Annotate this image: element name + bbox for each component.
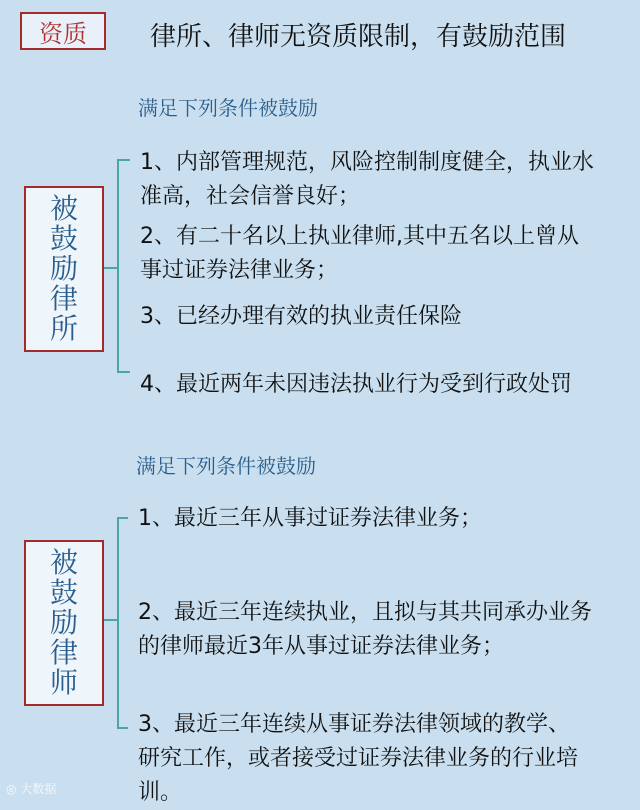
lawyers-item-3: [138, 708, 628, 810]
firms-intro: 满足下列条件被鼓励: [138, 96, 318, 120]
lawyers-item-2-line: 的律师最近3年从事过证券法律业务；: [138, 634, 504, 659]
lawyers-label-char: 律: [49, 636, 78, 669]
lawyers-item-1: [138, 502, 628, 536]
lawyers-item-3-line: 3、最近三年连续从事证券法律领域的教学、: [138, 712, 570, 737]
firms-item-4-line: 4、最近两年未因违法执业行为受到行政处罚: [140, 372, 572, 397]
qualification-tag: [20, 12, 106, 50]
firms-label-box: [24, 186, 104, 352]
firms-item-1-line: 1、内部管理规范，风险控制制度健全，执业水: [140, 150, 594, 175]
watermark-text: 大数据: [20, 782, 57, 796]
lawyers-item-3-line: 研究工作，或者接受过证券法律业务的行业培: [138, 746, 579, 771]
lawyers-intro: 满足下列条件被鼓励: [136, 454, 316, 478]
firms-item-1-line: 准高，社会信誉良好；: [140, 184, 361, 209]
page-title: 律所、律师无资质限制，有鼓励范围: [150, 22, 567, 52]
firms-item-2-line: 2、有二十名以上执业律师,其中五名以上曾从: [140, 224, 579, 249]
lawyers-item-1-line: 1、最近三年从事过证券法律业务；: [138, 506, 482, 531]
lawyers-label-char: 励: [49, 606, 78, 639]
lawyers-item-3-line: 训。: [138, 780, 183, 805]
lawyers-item-2-line: 2、最近三年连续执业，且拟与其共同承办业务: [138, 600, 592, 625]
lawyers-label-char: 鼓: [49, 576, 78, 609]
qualification-tag-label: 资质: [39, 19, 87, 48]
firms-item-1: [140, 146, 630, 214]
firms-label-char: 所: [49, 312, 78, 345]
lawyers-item-2: [138, 596, 628, 664]
firms-item-3-line: 3、已经办理有效的执业责任保险: [140, 304, 462, 329]
lawyers-label-char: 师: [49, 666, 78, 699]
firms-item-2: [140, 220, 630, 288]
firms-label-char: 励: [49, 252, 78, 285]
firms-brace: [104, 160, 130, 372]
watermark: [6, 780, 56, 797]
firms-item-2-line: 事过证券法律业务；: [140, 258, 339, 283]
firms-label-char: 律: [49, 282, 78, 315]
firms-label-char: 鼓: [49, 222, 78, 255]
firms-label-char: 被: [49, 192, 78, 225]
watermark-icon: ◎: [6, 782, 17, 796]
lawyers-label-char: 被: [49, 546, 78, 579]
lawyers-brace: [104, 518, 128, 728]
firms-item-3: [140, 300, 630, 334]
lawyers-label-box: [24, 540, 104, 706]
firms-item-4: [140, 368, 630, 402]
